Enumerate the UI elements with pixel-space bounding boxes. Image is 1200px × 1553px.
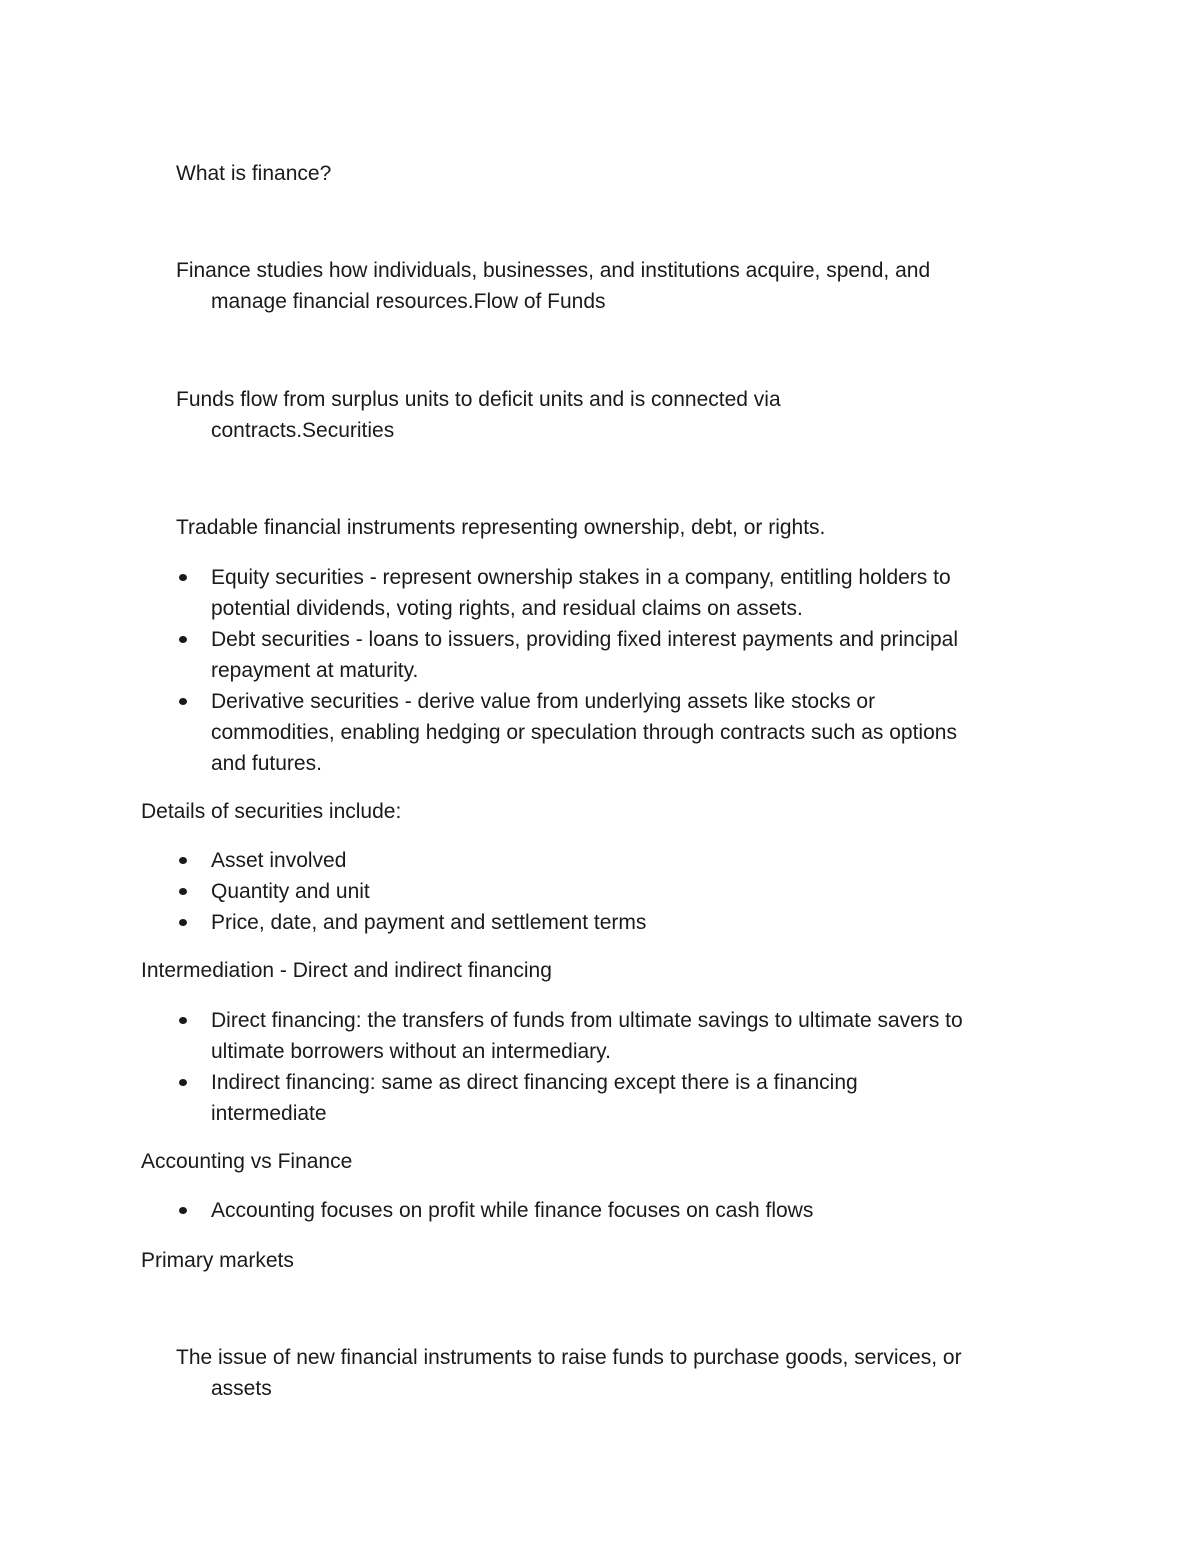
intermediation-list [176,1005,1076,1129]
flow-of-funds-line-2: contracts.Securities [211,419,395,442]
bullet-icon [179,698,187,705]
finance-definition-paragraph [176,255,1076,317]
securities-intro-text: Tradable financial instruments representing ownership, debt, or rights. [176,516,826,539]
intermediation-heading-text: Intermediation - Direct and indirect financing [141,959,552,982]
details-item-text: Price, date, and payment and settlement terms [211,911,647,934]
primary-markets-line-2: assets [211,1377,272,1400]
securities-intro-paragraph [176,512,1076,543]
security-type-derivative-line-3: and futures. [211,752,322,775]
flow-of-funds-paragraph [176,384,1076,446]
list-item [176,624,1076,686]
details-item-text: Asset involved [211,849,347,872]
list-item [176,1067,1076,1129]
indirect-financing-line-2: intermediate [211,1102,327,1125]
security-type-equity-line-1: Equity securities - represent ownership stakes in a company, entitling holders to [211,566,951,589]
bullet-icon [179,1017,187,1024]
primary-markets-line-1: The issue of new financial instruments to raise funds to purchase goods, services, or [176,1346,962,1369]
bullet-icon [179,857,187,864]
security-type-derivative-line-2: commodities, enabling hedging or speculation through contracts such as options [211,721,957,744]
bullet-icon [179,888,187,895]
list-item [176,1005,1076,1067]
bullet-icon [179,1207,187,1214]
accounting-item-text: Accounting focuses on profit while finance focuses on cash flows [211,1199,814,1222]
document-title [176,158,1076,189]
bullet-icon [179,636,187,643]
details-list [176,845,1076,938]
primary-markets-heading [141,1245,294,1276]
indirect-financing-line-1: Indirect financing: same as direct financing except there is a financing [211,1071,858,1094]
list-item [176,845,1076,876]
security-type-debt-line-1: Debt securities - loans to issuers, providing fixed interest payments and principal [211,628,959,651]
direct-financing-line-1: Direct financing: the transfers of funds from ultimate savings to ultimate savers to [211,1009,963,1032]
bullet-icon [179,1079,187,1086]
security-type-debt-line-2: repayment at maturity. [211,659,419,682]
accounting-heading-text: Accounting vs Finance [141,1150,353,1173]
primary-markets-heading-text: Primary markets [141,1249,294,1272]
finance-definition-line-2: manage financial resources.Flow of Funds [211,290,606,313]
list-item [176,876,1076,907]
primary-markets-paragraph [176,1342,1076,1404]
details-heading [141,796,401,827]
details-item-text: Quantity and unit [211,880,370,903]
list-item [176,562,1076,624]
document-title-text: What is finance? [176,162,332,185]
security-types-list [176,562,1076,779]
details-heading-text: Details of securities include: [141,800,402,823]
finance-definition-line-1: Finance studies how individuals, businesses, and institutions acquire, spend, and [176,259,931,282]
security-type-equity-line-2: potential dividends, voting rights, and residual claims on assets. [211,597,803,620]
intermediation-heading [141,955,552,986]
list-item [176,686,1076,779]
list-item [176,907,1076,938]
accounting-heading [141,1146,352,1177]
flow-of-funds-line-1: Funds flow from surplus units to deficit units and is connected via [176,388,781,411]
accounting-list [176,1195,1076,1226]
bullet-icon [179,574,187,581]
direct-financing-line-2: ultimate borrowers without an intermediary. [211,1040,611,1063]
security-type-derivative-line-1: Derivative securities - derive value from underlying assets like stocks or [211,690,876,713]
bullet-icon [179,919,187,926]
list-item [176,1195,1076,1226]
